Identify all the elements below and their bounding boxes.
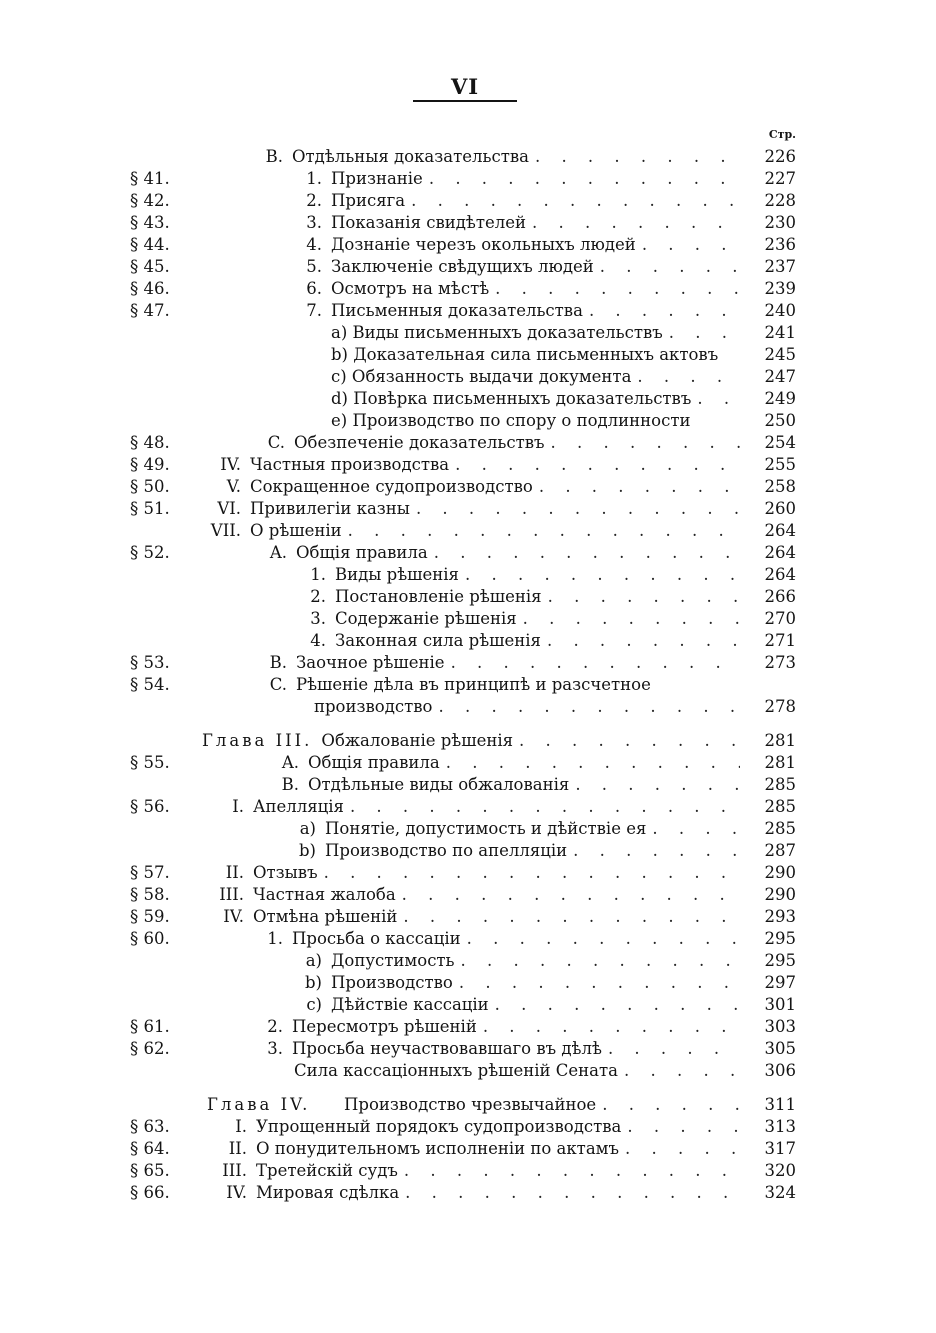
toc-row bbox=[0, 234, 936, 256]
toc-title-line bbox=[255, 1038, 740, 1060]
toc-row bbox=[0, 432, 936, 454]
toc-entry-title: Сокращенное судопроизводство bbox=[250, 477, 533, 496]
toc-leader-dots bbox=[344, 796, 740, 818]
toc-title-line bbox=[200, 1116, 740, 1138]
toc-entry-title: Письменныя доказательства bbox=[331, 301, 583, 320]
toc-row bbox=[0, 322, 936, 344]
toc-title-line bbox=[290, 256, 740, 278]
toc-entry-title: Понятіе, допустимость и дѣйствіе ея bbox=[325, 819, 647, 838]
toc-page-number: 297 bbox=[764, 973, 796, 992]
toc-entry-title: e) Производство по спору о подлинности bbox=[331, 411, 691, 430]
toc-entry-title: Частная жалоба bbox=[253, 885, 396, 904]
toc-entry-number: 6. bbox=[306, 279, 322, 298]
toc-row bbox=[0, 498, 936, 520]
toc-entry-number: I. bbox=[235, 1117, 247, 1136]
toc-section-number: § 58. bbox=[130, 885, 170, 904]
toc-entry-number: Глава III. bbox=[202, 731, 313, 750]
toc-page-number: 285 bbox=[764, 797, 796, 816]
toc-section-number: § 48. bbox=[130, 433, 170, 452]
toc-row bbox=[0, 300, 936, 322]
toc-title-line bbox=[331, 366, 740, 388]
toc-entry-title: Постановленіе рѣшенія bbox=[335, 587, 542, 606]
toc-entry-number: 3. bbox=[306, 213, 322, 232]
toc-entry-number: B. bbox=[265, 147, 283, 166]
toc-section-number: § 52. bbox=[130, 543, 170, 562]
toc-section-number: § 45. bbox=[130, 257, 170, 276]
toc-leader-dots bbox=[405, 190, 740, 212]
toc-title-line bbox=[290, 168, 740, 190]
toc-title-line bbox=[200, 884, 740, 906]
toc-section-number: § 66. bbox=[130, 1183, 170, 1202]
toc-row bbox=[0, 1016, 936, 1038]
toc-section-number: § 59. bbox=[130, 907, 170, 926]
toc-page-number: 281 bbox=[764, 731, 796, 750]
toc-page-number: 266 bbox=[764, 587, 796, 606]
toc-row bbox=[0, 818, 936, 840]
toc-leader-dots bbox=[533, 476, 740, 498]
toc-entry-number: B. bbox=[269, 653, 287, 672]
toc-entry-title: О понудительномъ исполненіи по актамъ bbox=[256, 1139, 619, 1158]
toc-leader-dots bbox=[663, 322, 740, 344]
toc-entry-title: Просьба неучаствовавшаго въ дѣлѣ bbox=[292, 1039, 602, 1058]
toc-section-number: § 44. bbox=[130, 235, 170, 254]
toc-row bbox=[0, 520, 936, 542]
toc-leader-dots bbox=[691, 388, 740, 410]
toc-title-line bbox=[290, 818, 740, 840]
toc-title-line bbox=[294, 608, 740, 630]
toc-entry-title: О рѣшеніи bbox=[250, 521, 342, 540]
toc-title-line bbox=[190, 520, 740, 542]
toc-title-line bbox=[294, 950, 740, 972]
toc-page-number: 306 bbox=[764, 1061, 796, 1080]
toc-entry-title: Виды рѣшенія bbox=[335, 565, 459, 584]
page-number: VI bbox=[450, 74, 480, 99]
toc-entry-title: Упрощенный порядокъ судопроизводства bbox=[256, 1117, 622, 1136]
toc-entry-number: III. bbox=[219, 885, 244, 904]
toc-row bbox=[0, 586, 936, 608]
toc-entry-number: 1. bbox=[306, 169, 322, 188]
toc-leader-dots bbox=[489, 278, 740, 300]
toc-entry-title: Третейскій судъ bbox=[256, 1161, 398, 1180]
toc-entry-title: d) Повѣрка письменныхъ доказательствъ bbox=[331, 389, 692, 408]
toc-entry-number: B. bbox=[281, 775, 299, 794]
toc-section-number: § 64. bbox=[130, 1139, 170, 1158]
toc-title-line bbox=[200, 796, 740, 818]
toc-title-line bbox=[294, 994, 740, 1016]
toc-section-number: § 60. bbox=[130, 929, 170, 948]
toc-title-line bbox=[200, 906, 740, 928]
toc-entry-number: 3. bbox=[267, 1039, 283, 1058]
toc-entry-title: a) Виды письменныхъ доказательствъ bbox=[331, 323, 663, 342]
toc-leader-dots bbox=[594, 256, 740, 278]
toc-page-number: 271 bbox=[764, 631, 796, 650]
toc-entry-number: 7. bbox=[306, 301, 322, 320]
toc-page-number: 250 bbox=[764, 411, 796, 430]
toc-entry-number: C. bbox=[267, 433, 285, 452]
toc-title-line bbox=[255, 928, 740, 950]
toc-entry-number: A. bbox=[281, 753, 299, 772]
toc-title-line bbox=[294, 564, 740, 586]
toc-section-number: § 53. bbox=[130, 653, 170, 672]
toc-entry-number: IV. bbox=[223, 907, 244, 926]
toc-title-line bbox=[331, 344, 740, 366]
toc-title-line bbox=[331, 322, 740, 344]
toc-row bbox=[0, 796, 936, 818]
toc-leader-dots bbox=[526, 212, 740, 234]
toc-title-line bbox=[294, 630, 740, 652]
toc-page-number: 245 bbox=[764, 345, 796, 364]
toc-leader-dots bbox=[453, 972, 740, 994]
toc-row bbox=[0, 1160, 936, 1182]
toc-title-line bbox=[290, 190, 740, 212]
toc-entry-title: Просьба о кассаціи bbox=[292, 929, 461, 948]
toc-row bbox=[0, 774, 936, 796]
toc-title-line bbox=[255, 432, 740, 454]
toc-row bbox=[0, 1138, 936, 1160]
toc-entry-number: VII. bbox=[210, 521, 241, 540]
toc-row bbox=[0, 674, 936, 696]
toc-page-number: 258 bbox=[764, 477, 796, 496]
toc-row bbox=[0, 972, 936, 994]
toc-leader-dots bbox=[432, 696, 740, 718]
toc-row bbox=[0, 696, 936, 718]
toc-section-number: § 57. bbox=[130, 863, 170, 882]
toc-entry-title: Отдѣльные виды обжалованія bbox=[308, 775, 570, 794]
toc-entry-title: Заключеніе свѣдущихъ людей bbox=[331, 257, 594, 276]
toc-row bbox=[0, 366, 936, 388]
toc-entry-number: a) bbox=[305, 951, 322, 970]
toc-title-line bbox=[331, 410, 740, 432]
toc-row bbox=[0, 168, 936, 190]
toc-title-line bbox=[290, 840, 740, 862]
toc-leader-dots bbox=[410, 498, 740, 520]
toc-entry-number: I. bbox=[232, 797, 244, 816]
toc-row bbox=[0, 950, 936, 972]
toc-page-number: 226 bbox=[764, 147, 796, 166]
toc-title-line bbox=[207, 1094, 740, 1116]
toc-entry-number: 5. bbox=[306, 257, 322, 276]
toc-title-line bbox=[255, 652, 740, 674]
toc-row bbox=[0, 840, 936, 862]
toc-title-line bbox=[290, 212, 740, 234]
toc-entry-title: Сила кассаціонныхъ рѣшеній Сената bbox=[294, 1061, 618, 1080]
toc-entry-number: b) bbox=[305, 973, 322, 992]
toc-entry-title: Производство bbox=[331, 973, 453, 992]
page-column-label: Стр. bbox=[768, 128, 796, 141]
toc-entry-title: Апелляція bbox=[253, 797, 344, 816]
toc-row bbox=[0, 1094, 936, 1116]
toc-title-line bbox=[255, 674, 740, 696]
toc-leader-dots bbox=[459, 564, 740, 586]
toc-page-number: 255 bbox=[764, 455, 796, 474]
toc-section-number: § 55. bbox=[130, 753, 170, 772]
toc-entry-title: Отзывъ bbox=[253, 863, 318, 882]
toc-section-number: § 50. bbox=[130, 477, 170, 496]
toc-leader-dots bbox=[636, 234, 740, 256]
toc-entry-title: Дознаніе черезъ окольныхъ людей bbox=[331, 235, 636, 254]
toc-page-number: 241 bbox=[764, 323, 796, 342]
toc-row bbox=[0, 454, 936, 476]
toc-row bbox=[0, 564, 936, 586]
toc-entry-title: Показанія свидѣтелей bbox=[331, 213, 527, 232]
toc-page-number: 313 bbox=[764, 1117, 796, 1136]
toc-entry-title: Осмотръ на мѣстѣ bbox=[331, 279, 490, 298]
toc-leader-dots bbox=[423, 168, 740, 190]
toc-row bbox=[0, 1038, 936, 1060]
toc-leader-dots bbox=[567, 840, 740, 862]
toc-title-line bbox=[276, 774, 740, 796]
toc-entry-number: Глава IV. bbox=[207, 1095, 311, 1114]
toc-section-number: § 47. bbox=[130, 301, 170, 320]
toc-leader-dots bbox=[461, 928, 740, 950]
toc-leader-dots bbox=[318, 862, 740, 884]
toc-leader-dots bbox=[618, 1060, 740, 1082]
toc-title-line bbox=[290, 300, 740, 322]
toc-entry-title: c) Обязанность выдачи документа bbox=[331, 367, 632, 386]
toc-title-line bbox=[255, 146, 740, 168]
toc-section-number: § 63. bbox=[130, 1117, 170, 1136]
toc-page-number: 285 bbox=[764, 819, 796, 838]
toc-entry-title: Привилегіи казны bbox=[250, 499, 410, 518]
toc-entry-title: Дѣйствіе кассаціи bbox=[331, 995, 489, 1014]
toc-page-number: 264 bbox=[764, 543, 796, 562]
toc-row bbox=[0, 212, 936, 234]
toc-title-line bbox=[197, 498, 740, 520]
toc-entry-title: Отмѣна рѣшеній bbox=[253, 907, 398, 926]
toc-row bbox=[0, 1182, 936, 1204]
toc-page-number: 295 bbox=[764, 951, 796, 970]
toc-row bbox=[0, 752, 936, 774]
toc-entry-title: Признаніе bbox=[331, 169, 423, 188]
toc-title-line bbox=[200, 1138, 740, 1160]
toc-leader-dots bbox=[517, 608, 740, 630]
toc-page-number: 264 bbox=[764, 521, 796, 540]
toc-page-number: 239 bbox=[764, 279, 796, 298]
toc-leader-dots bbox=[399, 1182, 740, 1204]
toc-page-number: 230 bbox=[764, 213, 796, 232]
toc-section-number: § 42. bbox=[130, 191, 170, 210]
toc-entry-number: a) bbox=[299, 819, 316, 838]
toc-entry-title: Общія правила bbox=[308, 753, 440, 772]
toc-entry-number: C. bbox=[269, 675, 287, 694]
toc-section-number: § 54. bbox=[130, 675, 170, 694]
toc-page-number: 260 bbox=[764, 499, 796, 518]
toc-title-line bbox=[290, 234, 740, 256]
toc-page-number: 237 bbox=[764, 257, 796, 276]
toc-entry-number: c) bbox=[306, 995, 322, 1014]
toc-entry-title: Частныя производства bbox=[250, 455, 450, 474]
toc-entry-number: 2. bbox=[306, 191, 322, 210]
toc-row bbox=[0, 608, 936, 630]
toc-entry-number: 2. bbox=[267, 1017, 283, 1036]
toc-page-number: 293 bbox=[764, 907, 796, 926]
toc-entry-number: II. bbox=[228, 1139, 247, 1158]
toc-row bbox=[0, 994, 936, 1016]
toc-section-number: § 46. bbox=[130, 279, 170, 298]
toc-entry-number: 4. bbox=[306, 235, 322, 254]
toc-row bbox=[0, 928, 936, 950]
toc-leader-dots bbox=[545, 432, 740, 454]
toc-leader-dots bbox=[396, 884, 740, 906]
toc-title-line bbox=[197, 454, 740, 476]
toc-title-line bbox=[197, 476, 740, 498]
toc-leader-dots bbox=[596, 1094, 740, 1116]
toc-page-number: 320 bbox=[764, 1161, 796, 1180]
toc-page-number: 290 bbox=[764, 863, 796, 882]
toc-entry-number: V. bbox=[226, 477, 241, 496]
toc-leader-dots bbox=[445, 652, 740, 674]
toc-leader-dots bbox=[440, 752, 740, 774]
toc-row bbox=[0, 630, 936, 652]
toc-leader-dots bbox=[619, 1138, 740, 1160]
toc-page-number: 278 bbox=[764, 697, 796, 716]
toc-leader-dots bbox=[542, 586, 740, 608]
toc-section-number: § 51. bbox=[130, 499, 170, 518]
toc-row bbox=[0, 906, 936, 928]
toc-title-line bbox=[294, 972, 740, 994]
toc-title-line bbox=[202, 730, 740, 752]
toc-entry-title: производство bbox=[314, 697, 433, 716]
toc-leader-dots bbox=[602, 1038, 740, 1060]
toc-page-number: 240 bbox=[764, 301, 796, 320]
toc-page-number: 287 bbox=[764, 841, 796, 860]
toc-page-number: 273 bbox=[764, 653, 796, 672]
toc-page-number: 227 bbox=[764, 169, 796, 188]
toc-leader-dots bbox=[621, 1116, 740, 1138]
toc-row bbox=[0, 278, 936, 300]
toc-entry-number: IV. bbox=[226, 1183, 247, 1202]
toc-page-number: 281 bbox=[764, 753, 796, 772]
toc-title-line bbox=[290, 278, 740, 300]
toc-page-number: 264 bbox=[764, 565, 796, 584]
toc-entry-number: VI. bbox=[217, 499, 241, 518]
toc-title-line bbox=[200, 862, 740, 884]
toc-entry-title: Законная сила рѣшенія bbox=[335, 631, 541, 650]
toc-leader-dots bbox=[541, 630, 740, 652]
toc-page-number: 311 bbox=[764, 1095, 796, 1114]
toc-page-number: 305 bbox=[764, 1039, 796, 1058]
toc-leader-dots bbox=[449, 454, 740, 476]
toc-entry-number: II. bbox=[225, 863, 244, 882]
toc-row bbox=[0, 388, 936, 410]
toc-section-number: § 49. bbox=[130, 455, 170, 474]
toc-entry-title: Заочное рѣшеніе bbox=[296, 653, 445, 672]
toc-row bbox=[0, 344, 936, 366]
toc-title-line bbox=[200, 1182, 740, 1204]
toc-row bbox=[0, 146, 936, 168]
toc-entry-title: b) Доказательная сила письменныхъ актовъ bbox=[331, 345, 719, 364]
toc-leader-dots bbox=[397, 906, 740, 928]
toc-page-number: 290 bbox=[764, 885, 796, 904]
toc-title-line bbox=[294, 1060, 740, 1082]
toc-leader-dots bbox=[583, 300, 740, 322]
toc-leader-dots bbox=[569, 774, 740, 796]
toc-page-number: 317 bbox=[764, 1139, 796, 1158]
toc-entry-title: Пересмотръ рѣшеній bbox=[292, 1017, 477, 1036]
toc-leader-dots bbox=[489, 994, 740, 1016]
toc-page-number: 295 bbox=[764, 929, 796, 948]
toc-section-number: § 41. bbox=[130, 169, 170, 188]
toc-page-number: 254 bbox=[764, 433, 796, 452]
toc-page-number: 270 bbox=[764, 609, 796, 628]
toc-row bbox=[0, 190, 936, 212]
toc-entry-title: Содержаніе рѣшенія bbox=[335, 609, 517, 628]
toc-entry-number: IV. bbox=[220, 455, 241, 474]
toc-entry-number: 1. bbox=[267, 929, 283, 948]
toc-entry-number: b) bbox=[299, 841, 316, 860]
toc-row bbox=[0, 1116, 936, 1138]
toc-entry-title: Допустимость bbox=[331, 951, 455, 970]
toc-entry-title: Производство по апелляціи bbox=[325, 841, 568, 860]
toc-row bbox=[0, 1060, 936, 1082]
toc-leader-dots bbox=[477, 1016, 740, 1038]
toc-entry-title: Рѣшеніе дѣла въ принципѣ и разсчетное bbox=[296, 675, 651, 694]
toc-entry-title: Отдѣльныя доказательства bbox=[292, 147, 529, 166]
toc-row bbox=[0, 884, 936, 906]
toc-page-number: 249 bbox=[764, 389, 796, 408]
toc-title-line bbox=[200, 1160, 740, 1182]
toc-leader-dots bbox=[398, 1160, 740, 1182]
toc-title-line bbox=[255, 1016, 740, 1038]
toc-row bbox=[0, 256, 936, 278]
toc-row bbox=[0, 542, 936, 564]
toc-section-number: § 65. bbox=[130, 1161, 170, 1180]
toc-row bbox=[0, 862, 936, 884]
toc-entry-title: Производство чрезвычайное bbox=[344, 1095, 597, 1114]
toc-row bbox=[0, 476, 936, 498]
toc-entry-title: Обезпеченіе доказательствъ bbox=[294, 433, 545, 452]
toc-leader-dots bbox=[342, 520, 740, 542]
toc-title-line bbox=[276, 752, 740, 774]
toc-leader-dots bbox=[428, 542, 740, 564]
toc-section-number: § 56. bbox=[130, 797, 170, 816]
toc-title-line bbox=[294, 586, 740, 608]
toc-entry-title: Мировая сдѣлка bbox=[256, 1183, 400, 1202]
toc-entry-title: Общія правила bbox=[296, 543, 428, 562]
toc-page-number: 228 bbox=[764, 191, 796, 210]
toc-page-number: 303 bbox=[764, 1017, 796, 1036]
toc-leader-dots bbox=[513, 730, 740, 752]
toc-entry-number: 1. bbox=[310, 565, 326, 584]
toc-leader-dots bbox=[529, 146, 740, 168]
toc-row bbox=[0, 730, 936, 752]
toc-section-number: § 62. bbox=[130, 1039, 170, 1058]
toc-title-line bbox=[331, 388, 740, 410]
toc-entry-title: Обжалованіе рѣшенія bbox=[321, 731, 514, 750]
toc-entry-number: 4. bbox=[310, 631, 326, 650]
toc-page-number: 285 bbox=[764, 775, 796, 794]
toc-entry-number: 3. bbox=[310, 609, 326, 628]
toc-title-line bbox=[255, 542, 740, 564]
toc-leader-dots bbox=[646, 818, 740, 840]
toc-row bbox=[0, 652, 936, 674]
toc-title-line bbox=[314, 696, 740, 718]
toc-entry-number: III. bbox=[222, 1161, 247, 1180]
toc-entry-number: A. bbox=[269, 543, 287, 562]
toc-row bbox=[0, 410, 936, 432]
toc-page-number: 247 bbox=[764, 367, 796, 386]
toc-entry-number: 2. bbox=[310, 587, 326, 606]
toc-entry-title: Присяга bbox=[331, 191, 406, 210]
toc-leader-dots bbox=[455, 950, 740, 972]
toc-section-number: § 61. bbox=[130, 1017, 170, 1036]
toc-section-number: § 43. bbox=[130, 213, 170, 232]
toc-page-number: 236 bbox=[764, 235, 796, 254]
toc-leader-dots bbox=[631, 366, 740, 388]
toc-page-number: 301 bbox=[764, 995, 796, 1014]
toc-page-number: 324 bbox=[764, 1183, 796, 1202]
